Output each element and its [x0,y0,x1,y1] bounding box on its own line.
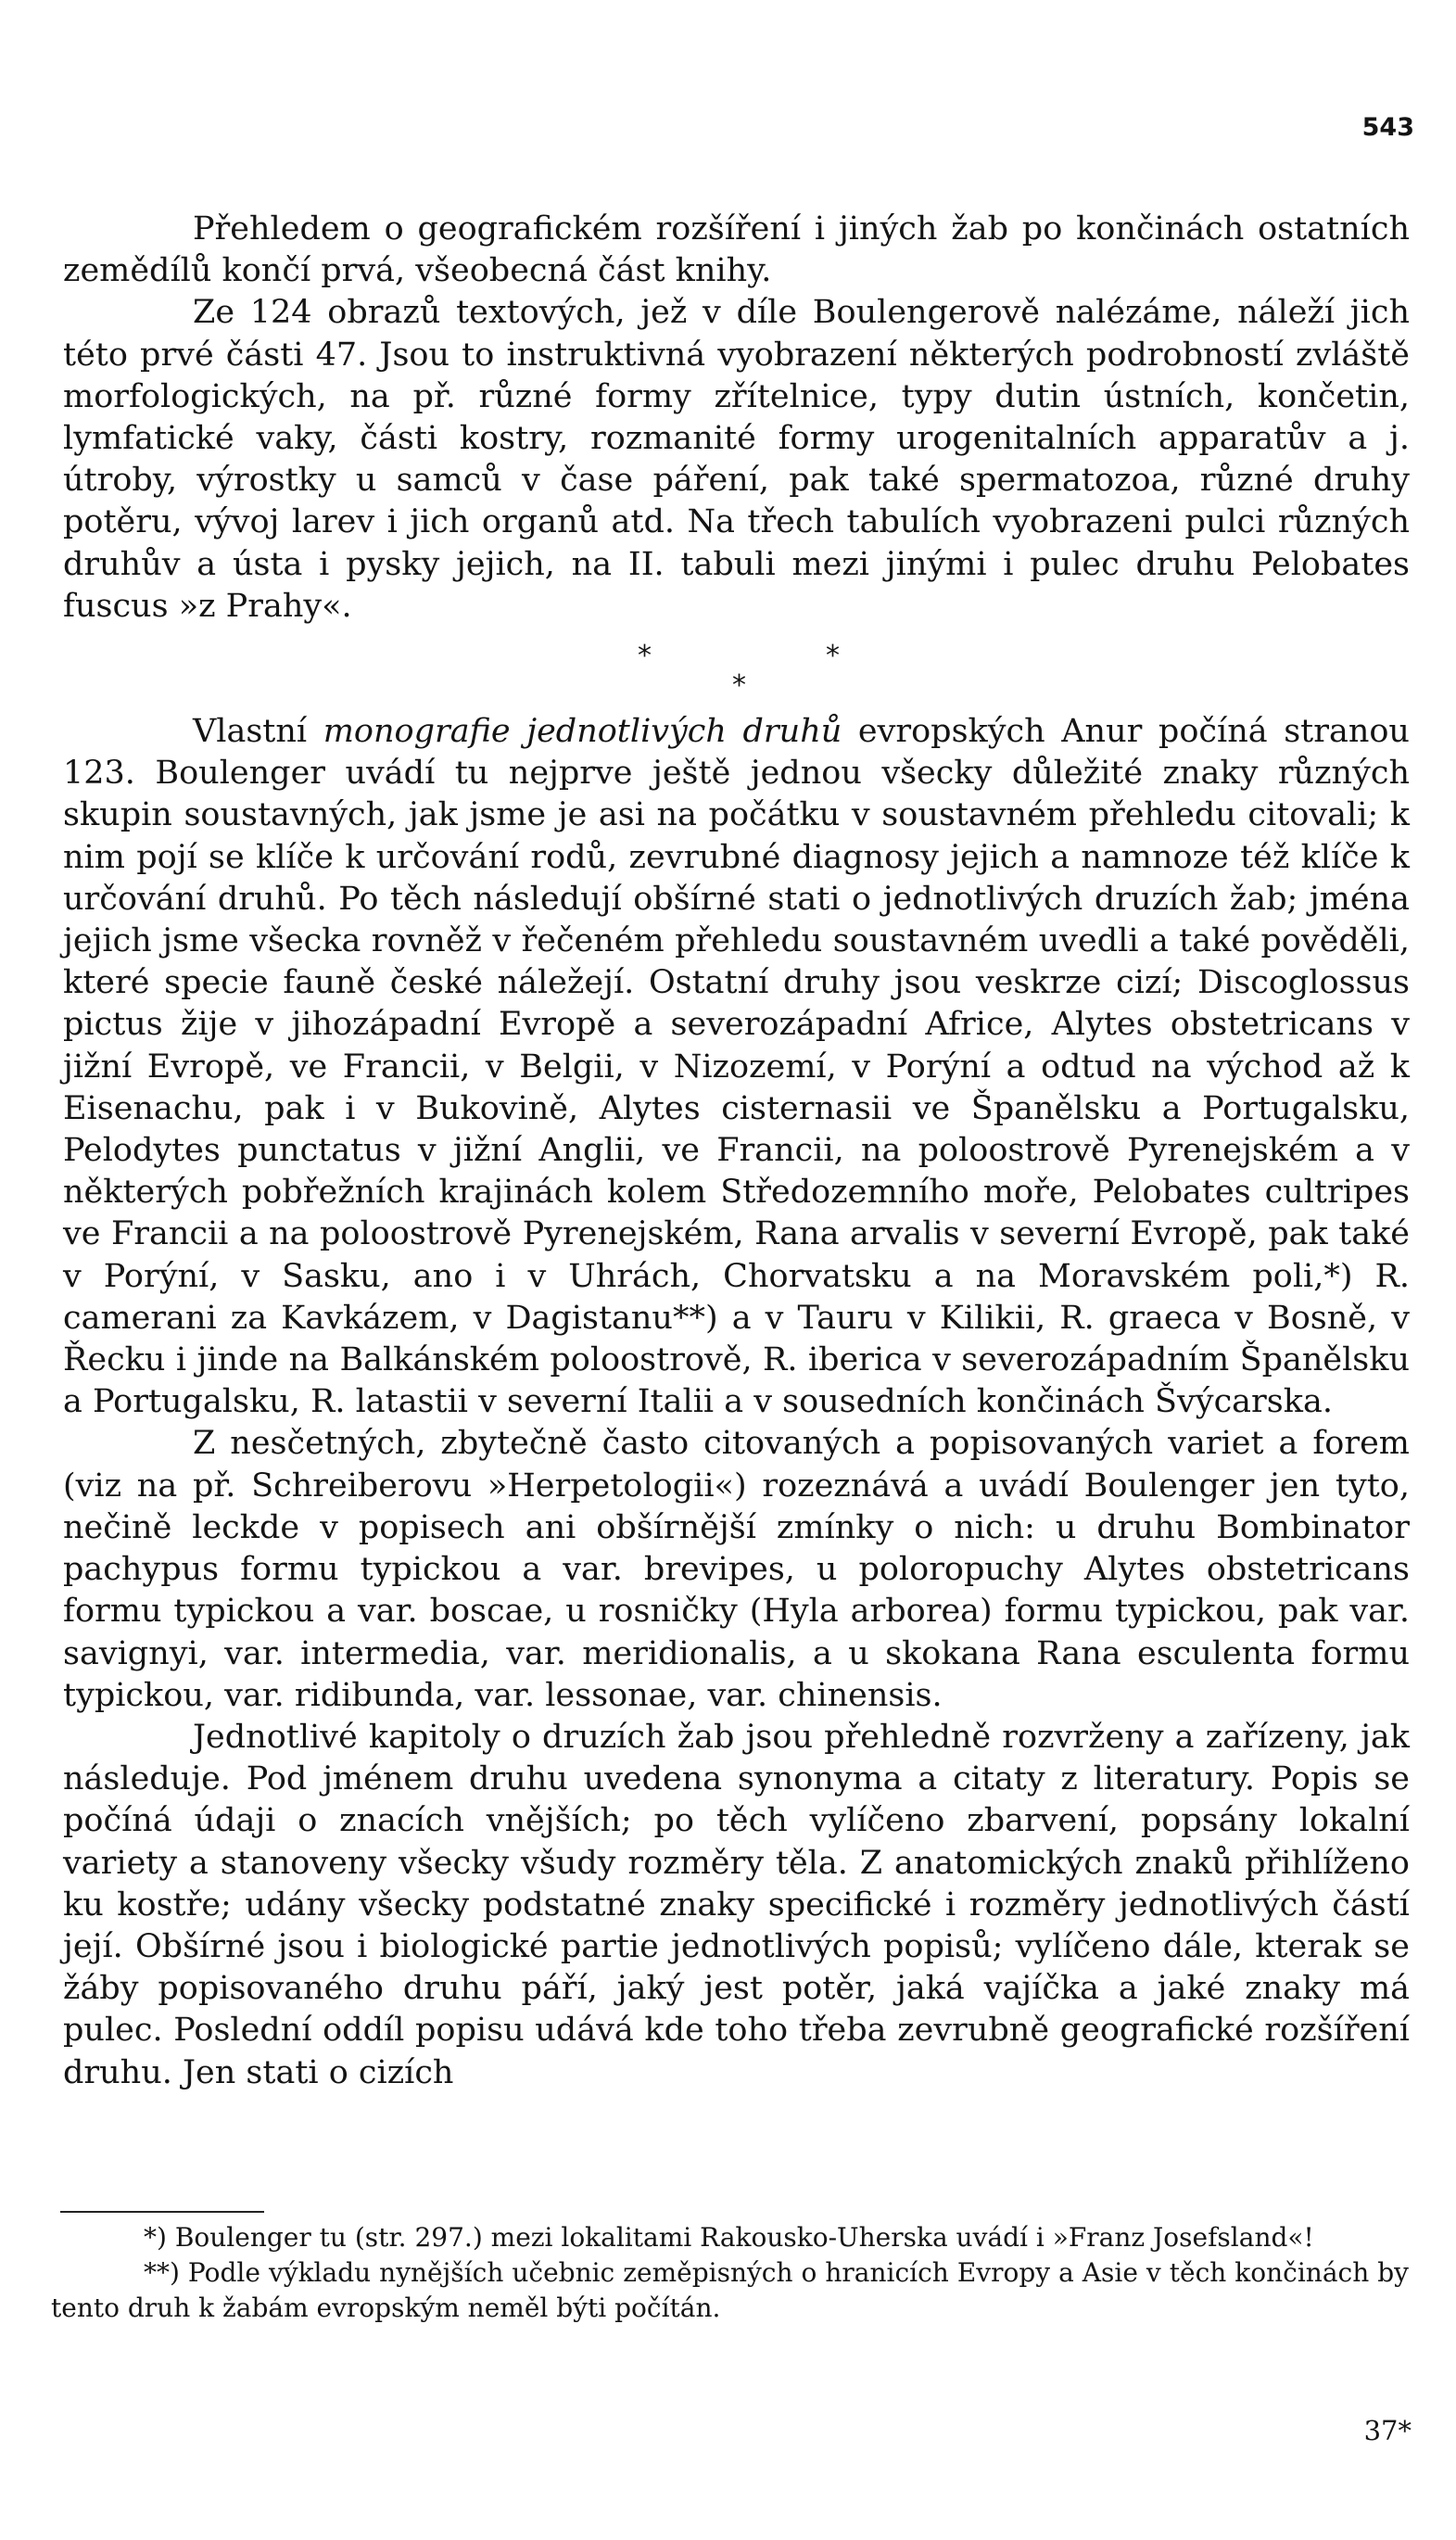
text-run: Vlastní [193,713,308,751]
paragraph [63,711,1410,1423]
paragraph: Jednotlivé kapitoly o druzích žab jsou přehledně rozvrženy a zařízeny, jak následuje. Pod jménem druhu uvedena synonyma a citaty z literatury. Popis se počíná údaji o znacích vnějších; po těch vylíčeno zbarvení, popsány lokalní variety a stanoveny všecky všudy rozměry těla. Z anatomických znaků přihlíženo ku kostře; udány všecky podstatné znaky specifické i rozměry jednotlivých částí její. Obšírné jsou i biologické partie jednotlivých popisů; vylíčeno dále, kterak se žáby popisovaného druhu páří, jaký jest potěr, jaká vajíčka a jaké znaky má pulec. Poslední oddíl popisu udává kde toho třeba zevrubně geografické rozšíření druhu. Jen stati o cizích [63,1718,1410,2091]
footnote-rule [60,2211,264,2213]
separator-star: * [732,669,746,703]
paragraph: Přehledem o geografickém rozšíření i jiných žab po končinách ostatních zemědílů končí prvá, všeobecná část knihy. [63,210,1410,290]
paragraph: Z nesčetných, zbytečně často citovaných a popisovaných variet a forem (viz na př. Schreiberovu »Herpetologii«) rozeznává a uvádí Boulenger jen tyto, nečině leckde v popisech ani obšírnější zmínky o nich: u druhu Bombinator pachypus formu typickou a var. brevipes, u poloropuchy Alytes obstetricans formu typickou a var. boscae, u rosničky (Hyla arborea) formu typickou, pak var. savignyi, var. intermedia, var. meridionalis, a u skokana Rana esculenta formu typickou, var. ridibunda, var. lessonae, var. chinensis. [63,1425,1410,1714]
footnote: *) Boulenger tu (str. 297.) mezi lokalitami Rakousko-Uherska uvádí i »Franz Josefsland«! [144,2222,1314,2253]
page-number: 543 [1361,113,1414,142]
section-separator [63,628,1410,711]
paragraph: Ze 124 obrazů textových, jež v díle Boulengerově nalézáme, náleží jich této prvé části 47. Jsou to instruktivná vyobrazení některých podrobností zvláště morfologických, na př. různé formy zřítelnice, typy dutin ústních, končetin, lymfatické vaky, části kostry, rozmanité formy urogenitalních apparatův a j. útroby, výrostky u samců v čase páření, pak také spermatozoa, různé druhy potěru, vývoj larev i jich organů atd. Na třech tabulích vyobrazeni pulci různých druhův a ústa i pysky jejich, na II. tabuli mezi jinými i pulec druhu Pelobates fuscus »z Prahy«. [63,294,1410,625]
italic-term: monografie jednotlivých druhů [323,713,842,751]
separator-star: * [638,640,652,673]
main-text [63,209,1410,2094]
footnotes [51,2211,1409,2326]
footnote: **) Podle výkladu nynějších učebnic zeměpisných o hranicích Evropy a Asie v těch končinách by tento druh k žabám evropským neměl býti počítán. [51,2257,1409,2323]
signature-mark: 37* [1363,2415,1412,2446]
text-run: evropských Anur počíná stranou 123. Boulenger uvádí tu nejprve ještě jednou všecky důležité znaky různých skupin soustavných, jak jsme je asi na počátku v soustavném přehledu citovali; k nim pojí se klíče k určování rodů, zevrubné diagnosy jejich a namnoze též klíče k určování druhů. Po těch následují obšírné stati o jednotlivých druzích žab; jména jejich jsme všecka rovněž v řečeném přehledu soustavném uvedli a také pověděli, které specie fauně české náležejí. Ostatní druhy jsou veskrze cizí; Discoglossus pictus žije v jihozápadní Evropě a severozápadní Africe, Alytes obstetricans v jižní Evropě, ve Francii, v Belgii, v Nizozemí, v Porýní a odtud na východ až k Eisenachu, pak i v Bukovině, Alytes cisternasii ve Španělsku a Portugalsku, Pelodytes punctatus v jižní Anglii, ve Francii, na poloostrově Pyrenejském a v některých pobřežních krajinách kolem Středozemního moře, Pelobates cultripes ve Francii a na poloostrově Pyrenejském, Rana arvalis v severní Evropě, pak také v Porýní, v Sasku, ano i v Uhrách, Chorvatsku a na Moravském poli,*) R. camerani za Kavkázem, v Dagistanu**) a v Tauru v Kilikii, R. graeca v Bosně, v Řecku i jinde na Balkánském poloostrově, R. iberica v severozápadním Španělsku a Portugalsku, R. latastii v severní Italii a v sousedních končinách Švýcarska. [63,713,1410,1421]
separator-star: * [826,640,840,673]
